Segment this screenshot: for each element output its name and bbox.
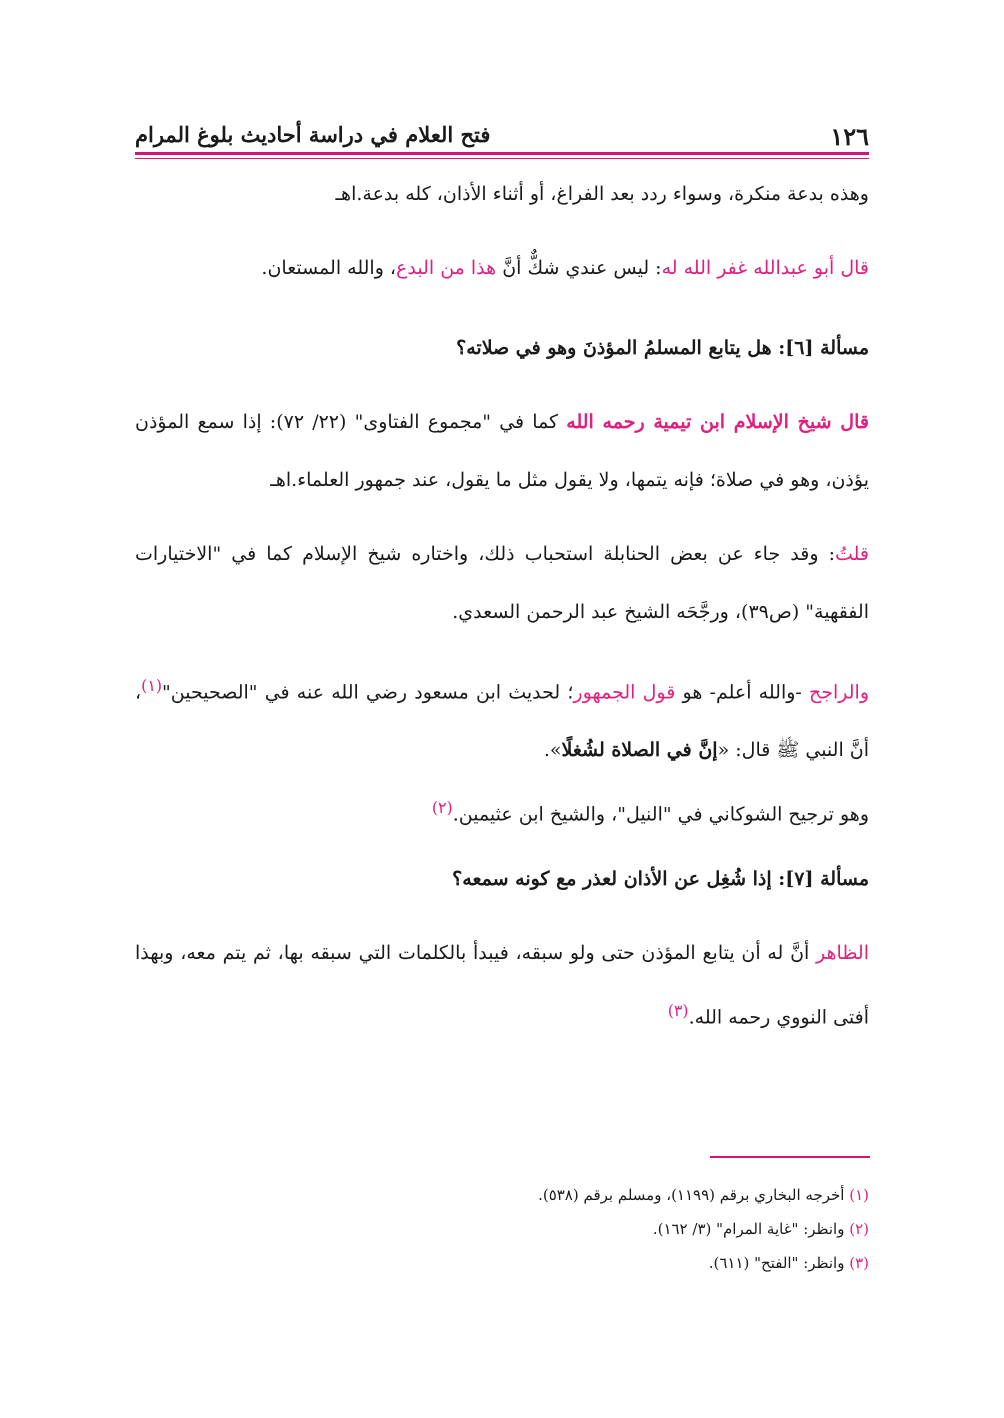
footnote-ref-2[interactable]: (٢): [431, 798, 453, 818]
paragraph-1: [135, 165, 869, 223]
paragraph-3-text: كما في "مجموع الفتاوى" (٢٢/ ٧٢): إذا سمع المؤذن يؤذن، وهو في صلاة؛ فإنه يتمها، ولا يقول مثل ما يقول، عند جمهور العلماء.اهـ: [135, 411, 869, 491]
rajih-lead: والراجح: [809, 681, 870, 704]
footnote-3: [135, 1246, 869, 1280]
footnote-text: وانظر: "غاية المرام" (٣/ ١٦٢).: [652, 1220, 850, 1238]
paragraph-4-text: : وقد جاء عن بعض الحنابلة استحباب ذلك، واختاره شيخ الإسلام كما في "الاختيارات الفقهية" (ص٣٩)، ورجَّحَه الشيخ عبد الرحمن السعدي.: [135, 543, 869, 623]
footnote-2: [135, 1212, 869, 1246]
paragraph-7-text: أنَّ له أن يتابع المؤذن حتى ولو سبقه، فيبدأ بالكلمات التي سبقه بها، ثم يتم معه، وبهذا أفتى النووي رحمه الله.: [135, 941, 869, 1028]
paragraph-1-text: وهذه بدعة منكرة، وسواء ردد بعد الفراغ، أو أثناء الأذان، كله بدعة.اهـ: [335, 183, 869, 205]
paragraph-4: [135, 525, 869, 641]
footnotes: [135, 1178, 869, 1280]
footnote-text: أخرجه البخاري برقم (١١٩٩)، ومسلم برقم (٥٣٨).: [538, 1186, 850, 1204]
paragraph-6-text: وهو ترجيح الشوكاني في "النيل"، والشيخ ابن عثيمين.: [452, 803, 869, 826]
question-6-label: مسألة [٦]:: [778, 337, 869, 359]
header-rule-thick: [135, 152, 869, 155]
footnote-text: وانظر: "الفتح" (٦١١).: [708, 1254, 850, 1272]
zahir-lead: الظاهر: [816, 941, 869, 964]
question-7-label: مسألة [٧]:: [778, 867, 869, 890]
paragraph-5-c: ، أنَّ النبي ﷺ قال: «: [135, 681, 869, 762]
footnote-ref-3[interactable]: (٣): [667, 1000, 689, 1020]
paragraph-2-end: ، والله المستعان.: [261, 257, 397, 279]
footnote-number: (١): [849, 1186, 869, 1204]
main-text: [135, 165, 869, 1046]
question-7-heading: [135, 850, 869, 908]
footnote-number: (٣): [849, 1254, 869, 1272]
page-number: ١٢٦: [830, 122, 869, 151]
paragraph-5-a: -والله أعلم- هو: [675, 681, 809, 704]
paragraph-2: [135, 239, 869, 297]
paragraph-5: [135, 657, 869, 779]
qultu-lead: قلتُ: [834, 543, 869, 565]
footnote-number: (٢): [849, 1220, 869, 1238]
header-rule-thin: [135, 158, 869, 159]
question-6-heading: [135, 319, 869, 377]
paragraph-5-d: ».: [543, 739, 562, 762]
book-title: فتح العلام في دراسة أحاديث بلوغ المرام: [135, 122, 491, 147]
hadith-quote: إنَّ في الصلاة لشُغلًا: [561, 739, 718, 762]
footnote-ref-1[interactable]: (١): [141, 676, 163, 695]
ibn-taymiyyah-attribution: قال شيخ الإسلام ابن تيمية رحمه الله: [566, 411, 869, 433]
highlight-bidaa: هذا من البدع: [396, 257, 497, 279]
question-7-text: إذا شُغِل عن الأذان لعذر مع كونه سمعه؟: [452, 867, 779, 890]
highlight-jumhur: قول الجمهور: [573, 681, 676, 704]
footnote-1: [135, 1178, 869, 1212]
question-6-text: هل يتابع المسلمُ المؤذنَ وهو في صلاته؟: [456, 337, 779, 359]
paragraph-2-mid: : ليس عندي شكٌّ أنَّ: [496, 257, 662, 279]
paragraph-3: [135, 393, 869, 509]
author-attribution: قال أبو عبدالله غفر الله له: [661, 257, 869, 279]
paragraph-7: [135, 924, 869, 1046]
paragraph-6: [135, 779, 869, 843]
paragraph-5-b: ؛ لحديث ابن مسعود رضي الله عنه في "الصحيحين": [162, 681, 574, 704]
footnote-divider: [710, 1156, 870, 1158]
